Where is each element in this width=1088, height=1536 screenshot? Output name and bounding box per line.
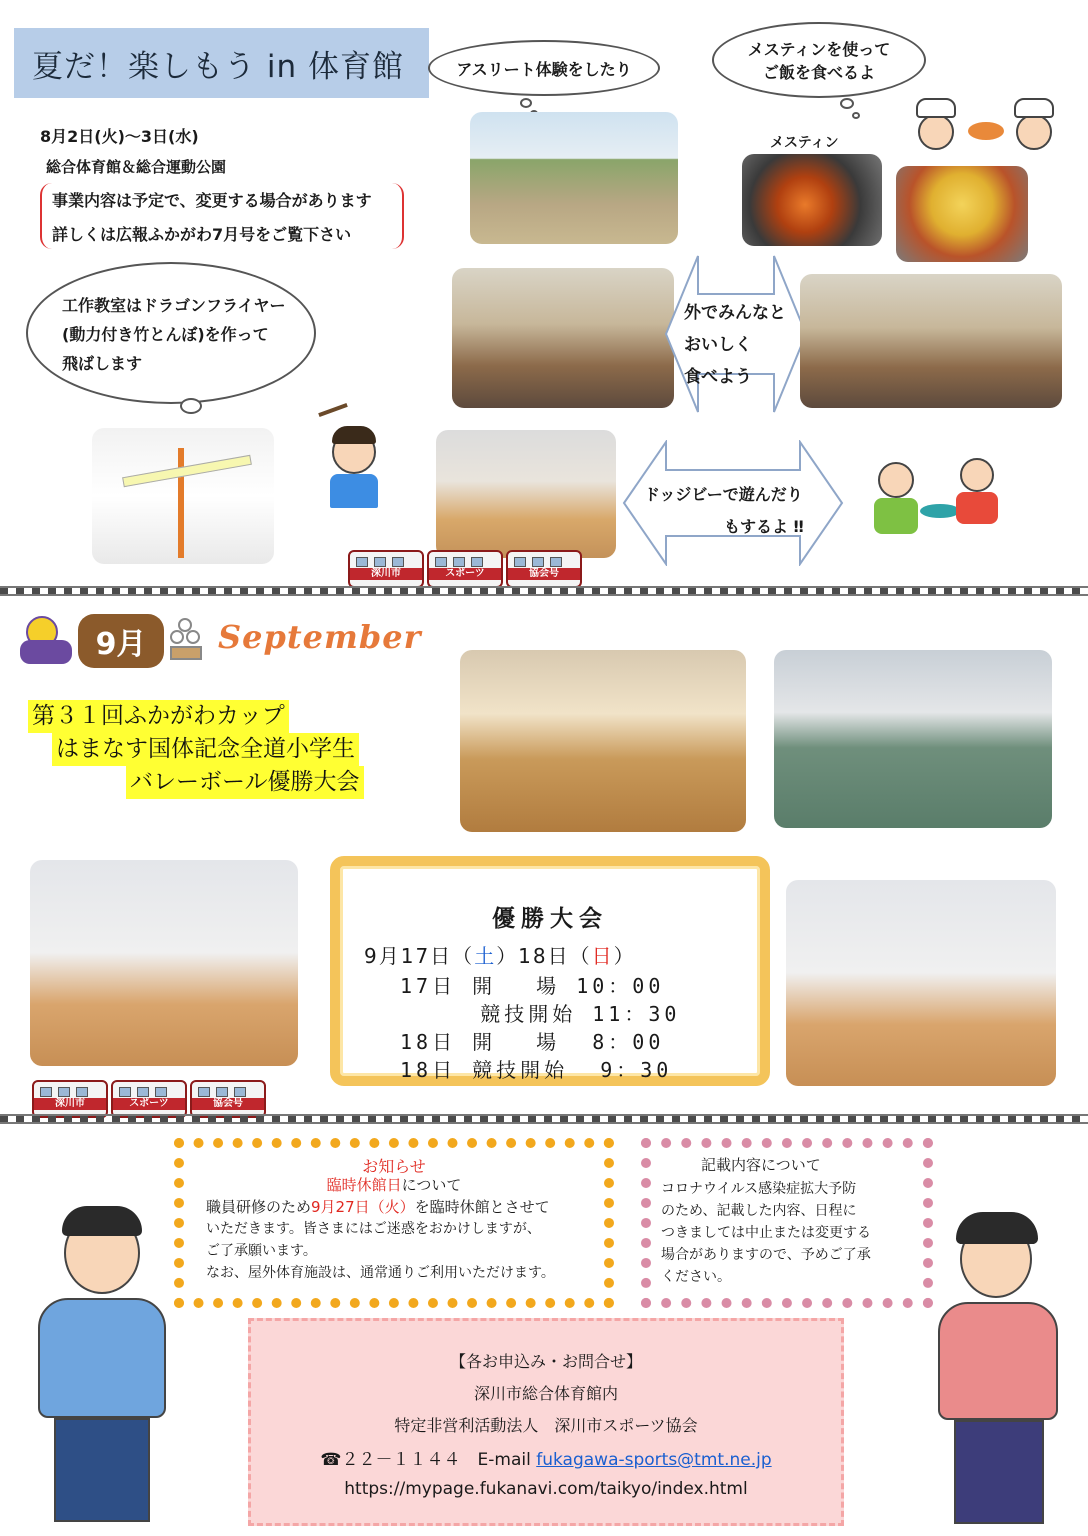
event-title-line-1: 第３１回ふかがわカップ <box>28 700 289 733</box>
notice-heading: お知らせ <box>362 1157 426 1176</box>
schedule-row: 17日 開 場 10：00 <box>400 974 665 998</box>
bubble-athlete <box>428 40 660 96</box>
notice-closed-day: 臨時休館日 <box>326 1176 402 1194</box>
notice-subheading <box>184 1174 604 1195</box>
bubble-craft-line-3: 飛ばします <box>62 353 143 373</box>
photo-eating-outside-1 <box>452 268 674 408</box>
saturday-label: 土 <box>474 944 497 968</box>
event-title-line-1-wrap <box>28 700 289 733</box>
notice-body-1-post: を臨時休館とさせて <box>414 1198 550 1216</box>
bubble-tail-dot <box>180 398 202 414</box>
photo-volleyball-court <box>774 650 1052 828</box>
photo-gym-dodgebee <box>436 430 616 558</box>
dango-icon <box>166 618 206 664</box>
photo-mestin-food <box>896 166 1028 262</box>
note-line-1: 事業内容は予定で、変更する場合があります <box>52 191 372 210</box>
contact-url[interactable]: https://mypage.fukanavi.com/taikyo/index.html <box>344 1479 748 1499</box>
kids-dodgebee-illustration <box>866 454 1016 556</box>
disclaimer-line: つきましては中止または変更する <box>661 1225 871 1241</box>
train-car-label: 深川市 <box>350 568 422 580</box>
arrow-dodgebee-line-1: ドッジビーで遊んだり <box>644 485 803 504</box>
bubble-mestin-line-2: ご飯を食べるよ <box>762 63 875 82</box>
arrow-dodgebee-line-2: もするよ ‼ <box>724 517 804 536</box>
arrow-eat-line-2: おいしく <box>684 335 752 355</box>
bubble-mestin-line-1: メスティンを使って <box>747 40 891 59</box>
tournament-title: 優勝大会 <box>492 906 608 932</box>
kid-with-copter-illustration <box>312 404 398 512</box>
train-illustration-bottom <box>32 1080 266 1118</box>
male-staff-illustration <box>24 1206 174 1526</box>
photo-mestin-grill <box>742 154 882 246</box>
train-car-label: 協会号 <box>508 568 580 580</box>
bubble-craft-line-1: 工作教室はドラゴンフライヤー <box>62 295 286 315</box>
contact-heading: 【各お申込み・お問合せ】 <box>449 1352 642 1371</box>
event-title-line-2: はまなす国体記念全道小学生 <box>52 733 359 766</box>
disclaimer-line: コロナウイルス感染症拡大予防 <box>661 1181 857 1197</box>
chef-kids-illustration <box>912 96 1062 158</box>
arrow-eat-line-3: 食べよう <box>684 367 752 387</box>
train-car-label: スポーツ <box>429 568 501 580</box>
month-label: 9月 <box>95 627 147 662</box>
dates-suffix: ） <box>613 944 636 968</box>
schedule-row: 18日 競技開始 9：30 <box>400 1058 673 1082</box>
photo-volleyball-girls <box>786 880 1056 1086</box>
disclaimer-heading: 記載内容について <box>701 1156 821 1174</box>
notice-body-2: いただきます。皆さまにはご迷惑をおかけしますが、 <box>206 1221 541 1237</box>
schedule-row: 競技開始 11：30 <box>400 1002 681 1026</box>
notice-body-1 <box>206 1196 550 1217</box>
notice-closed-date: 9月27日（火） <box>311 1198 415 1216</box>
dates-prefix: 9月17日（ <box>364 944 475 968</box>
contact-email-link[interactable]: fukagawa-sports@tmt.ne.jp <box>536 1450 772 1470</box>
photo-dragon-flyer <box>92 428 274 564</box>
contact-org-line-2: 特定非営利活動法人 深川市スポーツ協会 <box>394 1416 698 1435</box>
sunday-label: 日 <box>591 944 614 968</box>
rail-divider-top <box>0 586 1088 596</box>
photo-athlete-experience <box>470 112 678 244</box>
tournament-dates <box>364 940 636 969</box>
bubble-athlete-text: アスリート体験をしたり <box>456 59 632 79</box>
event-title-line-3-wrap <box>126 766 364 799</box>
month-badge <box>78 614 164 668</box>
bubble-craft-line-2: (動力付き竹とんぼ)を作って <box>62 324 269 344</box>
rail-divider-bottom <box>0 1114 1088 1124</box>
notice-box <box>174 1138 614 1308</box>
contact-box <box>248 1318 844 1526</box>
event-title-line-3: バレーボール優勝大会 <box>126 766 364 799</box>
mestin-label: メスティン <box>770 135 839 151</box>
notice-body-1-pre: 職員研修のため <box>206 1198 312 1216</box>
bubble-tail-dot <box>852 112 860 119</box>
page-title: 夏だ！楽しもう in 体育館 <box>32 48 404 85</box>
bubble-mestin <box>712 22 926 98</box>
train-illustration-top <box>348 550 582 588</box>
photo-volleyball-boys <box>30 860 298 1066</box>
page-title-banner <box>14 28 429 98</box>
train-car-label: スポーツ <box>113 1098 185 1110</box>
train-car-label: 深川市 <box>34 1098 106 1110</box>
disclaimer-line: のため、記載した内容、日程に <box>661 1203 857 1219</box>
contact-org-line-1: 深川市総合体育館内 <box>473 1384 618 1403</box>
september-word: September <box>218 618 422 656</box>
schedule-row: 18日 開 場 8：00 <box>400 1030 665 1054</box>
bubble-tail-dot <box>840 98 854 109</box>
disclaimer-line: 場合がありますので、予めご了承 <box>661 1247 871 1263</box>
disclaimer-box <box>641 1138 933 1308</box>
moon-icon <box>18 614 74 666</box>
photo-eating-outside-2 <box>800 274 1062 408</box>
note-line-2: 詳しくは広報ふかがわ7月号をご覧下さい <box>52 225 352 244</box>
notice-body-3: ご了承願います。 <box>206 1243 317 1259</box>
event-venue: 総合体育館＆総合運動公園 <box>46 158 227 176</box>
notice-body-4: なお、屋外体育施設は、通常通りご利用いただけます。 <box>206 1265 555 1281</box>
arrow-eat-line-1: 外でみんなと <box>684 303 786 323</box>
female-staff-illustration <box>930 1210 1070 1526</box>
notice-sub-rest: について <box>401 1176 462 1194</box>
train-car-label: 協会号 <box>192 1098 264 1110</box>
disclaimer-line: ください。 <box>661 1269 731 1285</box>
contact-tel-email <box>251 1445 841 1470</box>
bubble-tail-dot <box>520 98 532 108</box>
contact-tel: ☎２２－１１４４ E-mail <box>320 1450 537 1470</box>
event-title-line-2-wrap <box>52 733 359 766</box>
photo-opening-ceremony <box>460 650 746 832</box>
bubble-craft <box>26 262 316 404</box>
dates-mid: ）18日（ <box>496 944 592 968</box>
event-date: 8月2日(火)～3日(水) <box>40 127 199 146</box>
tournament-box <box>330 856 770 1086</box>
